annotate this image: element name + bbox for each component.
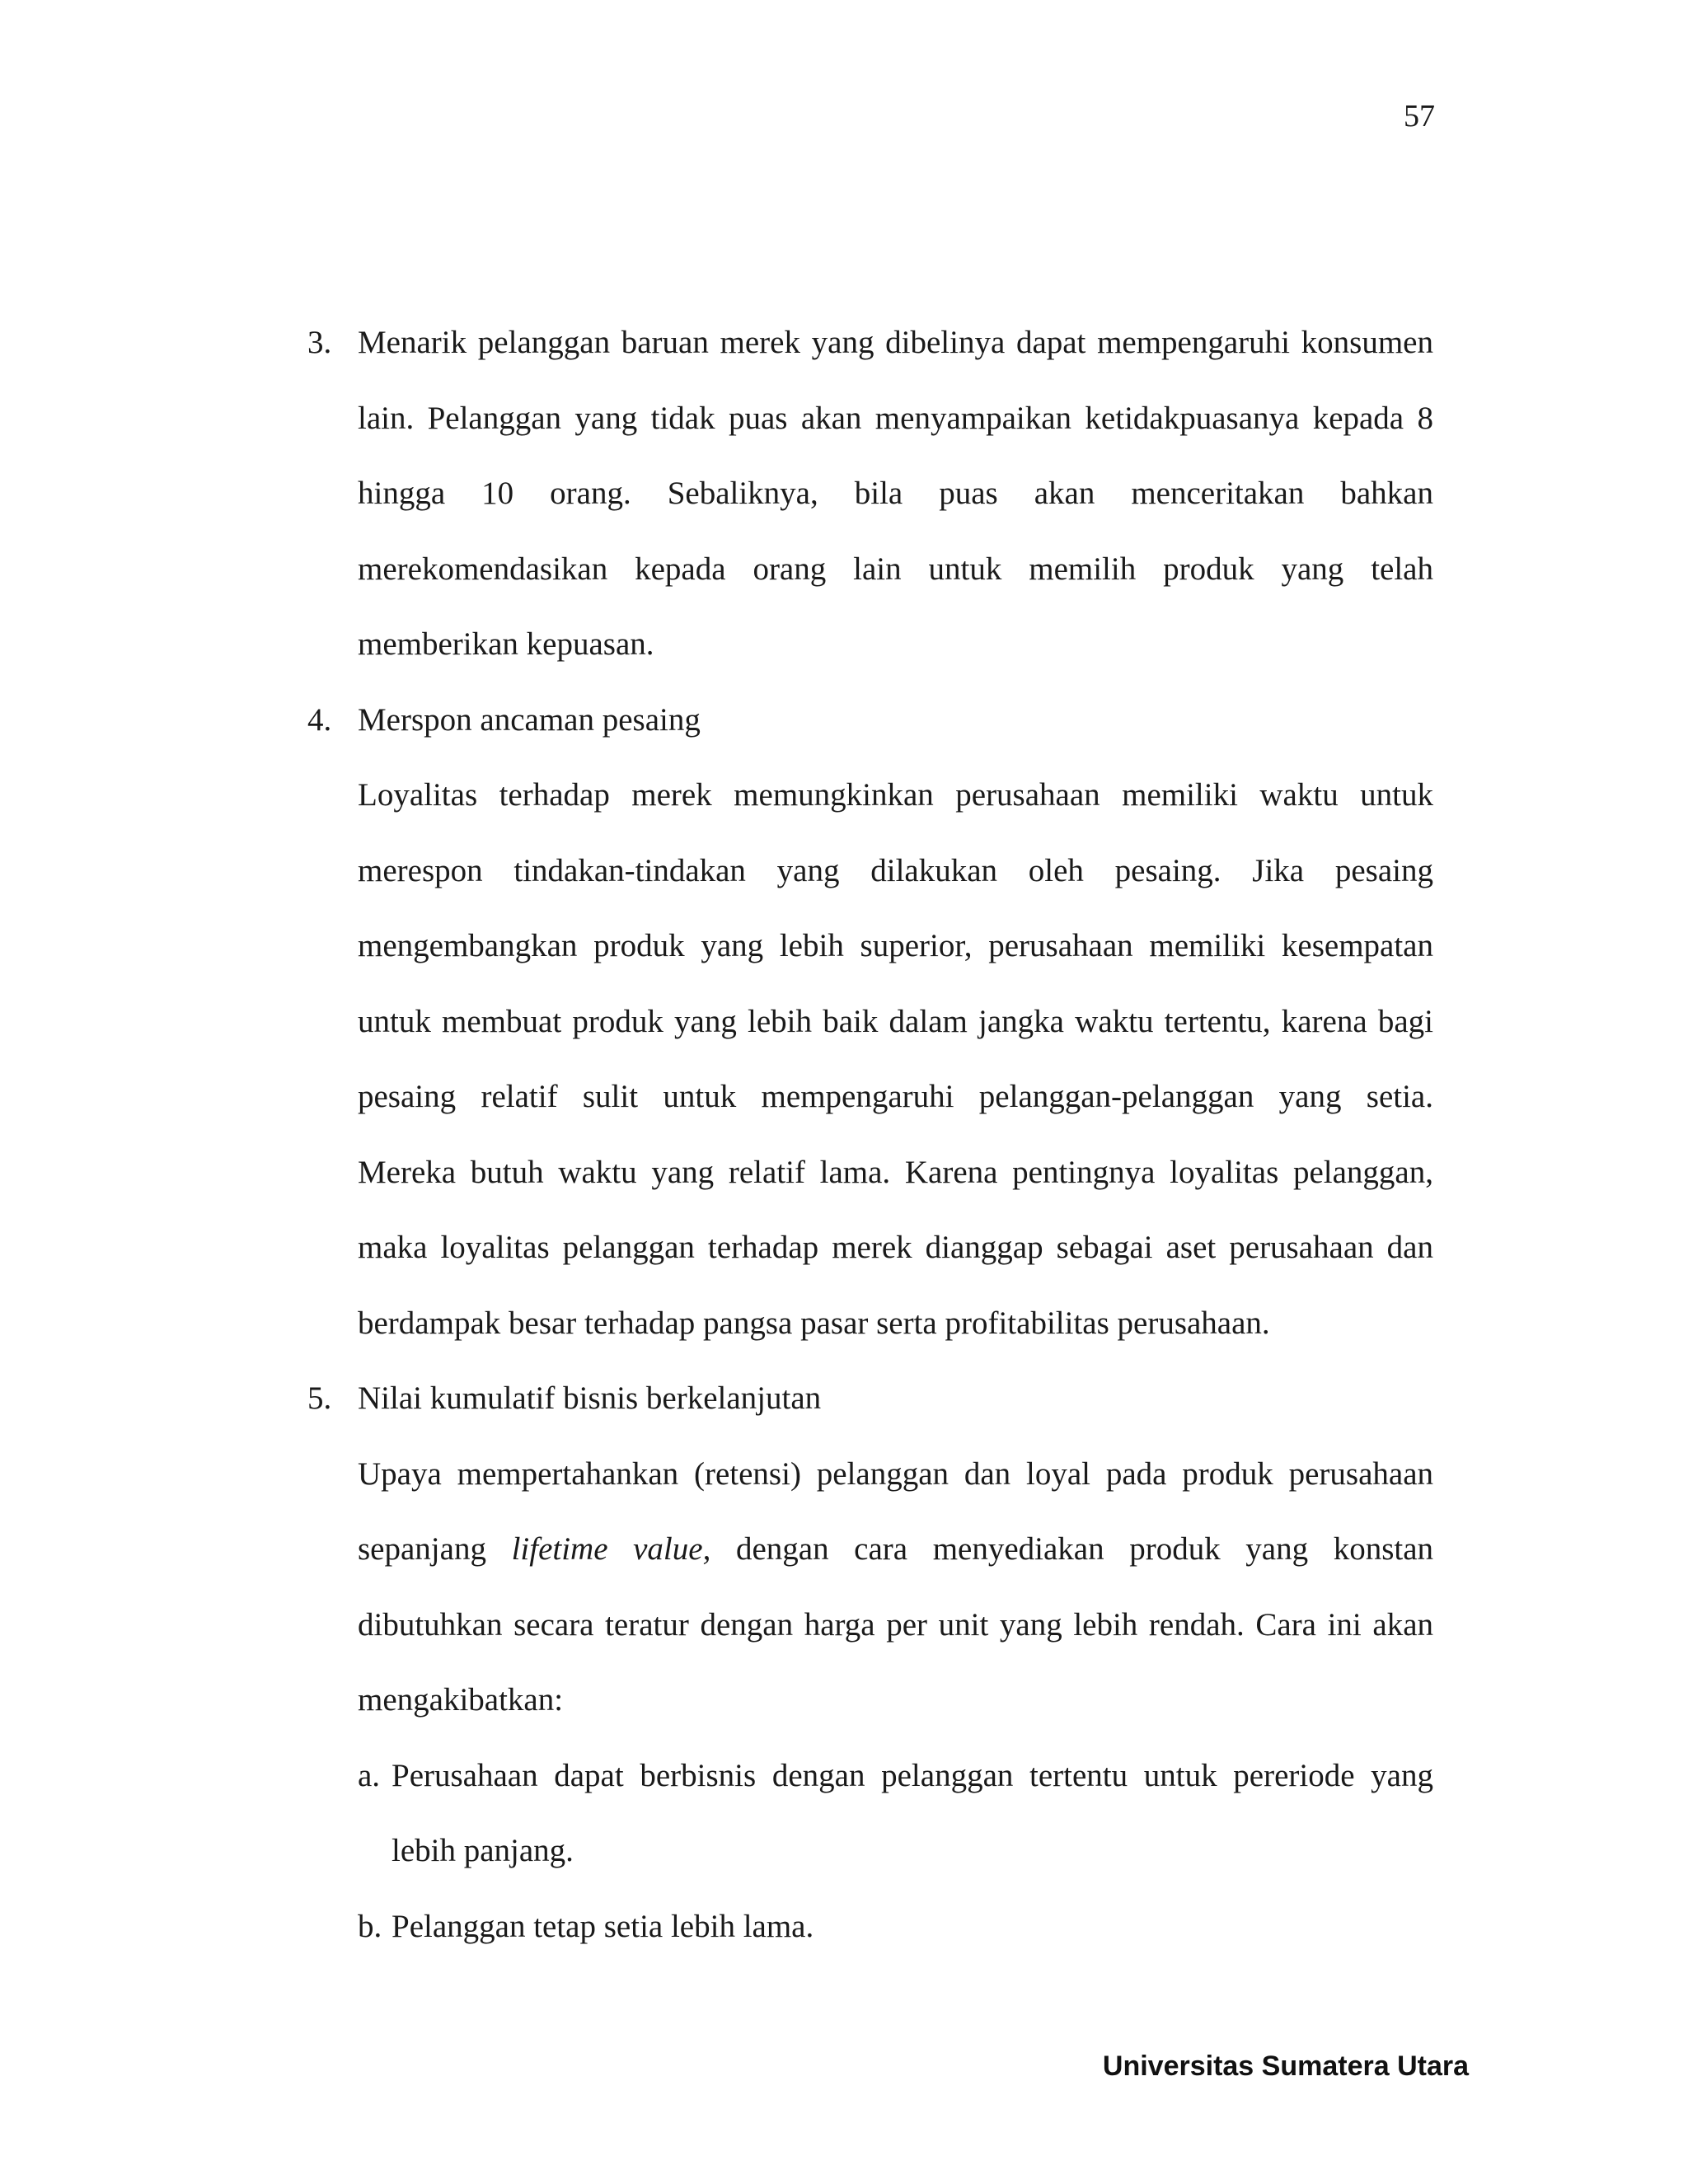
paragraph-line: Loyalitas terhadap merek memungkinkan perusahaan memiliki waktu untuk (358, 777, 1433, 813)
paragraph-line: maka loyalitas pelanggan terhadap merek dianggap sebagai aset perusahaan dan (358, 1230, 1433, 1265)
page-number: 57 (1404, 99, 1435, 134)
paragraph-line: Menarik pelanggan baruan merek yang dibelinya dapat mempengaruhi konsumen (358, 325, 1433, 360)
paragraph-line: lain. Pelanggan yang tidak puas akan menyampaikan ketidakpuasanya kepada 8 (358, 400, 1433, 436)
list-item-4 (307, 682, 1433, 1361)
paragraph-line: Mereka butuh waktu yang relatif lama. Karena pentingnya loyalitas pelanggan, (358, 1154, 1433, 1190)
paragraph-line: mengembangkan produk yang lebih superior, perusahaan memiliki kesempatan (358, 928, 1433, 963)
list-item-number: 3. (307, 325, 332, 360)
paragraph-line: memberikan kepuasan. (358, 626, 654, 662)
paragraph-line: mengakibatkan: (358, 1682, 564, 1718)
paragraph-line: merekomendasikan kepada orang lain untuk memilih produk yang telah (358, 551, 1433, 587)
list-item-3 (307, 305, 1433, 682)
footer-institution: Universitas Sumatera Utara (1102, 2050, 1469, 2082)
paragraph-line: berdampak besar terhadap pangsa pasar serta profitabilitas perusahaan. (358, 1305, 1270, 1341)
list-item-number: 4. (307, 701, 332, 738)
paragraph-line: lebih panjang. (392, 1833, 574, 1868)
list-item-number: 5. (307, 1380, 332, 1416)
paragraph-line: Pelanggan tetap setia lebih lama. (392, 1908, 814, 1944)
sub-item-a (358, 1738, 1433, 1889)
paragraph-line: Upaya mempertahankan (retensi) pelanggan dan loyal pada produk perusahaan (358, 1455, 1433, 1492)
paragraph-line: Perusahaan dapat berbisnis dengan pelanggan tertentu untuk pereriode yang (392, 1757, 1433, 1793)
line-text: sepanjang (358, 1531, 486, 1567)
paragraph-line: pesaing relatif sulit untuk mempengaruhi pelanggan-pelanggan yang setia. (358, 1079, 1433, 1114)
italic-term: lifetime value, (511, 1531, 711, 1567)
paragraph-line (358, 1511, 1433, 1587)
paragraph-line: hingga 10 orang. Sebaliknya, bila puas akan menceritakan bahkan (358, 476, 1433, 511)
paragraph-line: merespon tindakan-tindakan yang dilakukan oleh pesaing. Jika pesaing (358, 852, 1433, 888)
list-item-5 (307, 1361, 1433, 1964)
sub-item-label: a. (358, 1757, 381, 1793)
paragraph-line: untuk membuat produk yang lebih baik dalam jangka waktu tertentu, karena bagi (358, 1003, 1433, 1039)
sub-item-b (358, 1889, 1433, 1965)
list-item-heading: Merspon ancaman pesaing (358, 701, 701, 738)
line-text: dengan cara menyediakan produk yang konstan (735, 1531, 1434, 1567)
sub-item-label: b. (358, 1908, 382, 1944)
paragraph-line: dibutuhkan secara teratur dengan harga per unit yang lebih rendah. Cara ini akan (358, 1606, 1433, 1643)
list-item-heading: Nilai kumulatif bisnis berkelanjutan (358, 1380, 822, 1416)
document-body (307, 305, 1433, 1964)
